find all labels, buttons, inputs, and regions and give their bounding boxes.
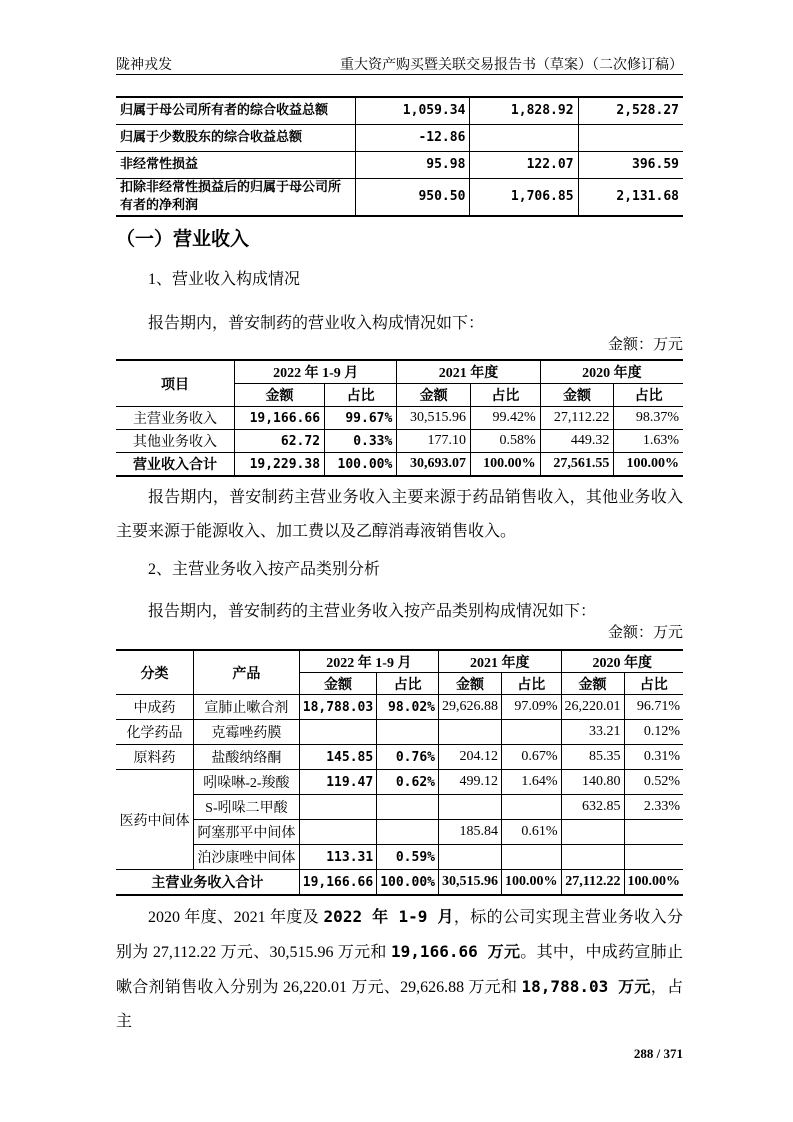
sub-header: 金额 [439, 673, 502, 695]
table-row [116, 745, 683, 770]
value-cell: 1,706.85 [470, 179, 578, 217]
value-cell: 449.32 [540, 430, 614, 453]
header-company: 陇神戎发 [116, 58, 172, 73]
value-cell: 97.09% [502, 695, 562, 720]
unit-label-1: 金额：万元 [607, 337, 683, 353]
value-cell: 396.59 [578, 152, 683, 179]
page-header [116, 52, 683, 75]
value-cell: 122.07 [470, 152, 578, 179]
period-header: 2021 年度 [397, 360, 540, 384]
value-cell: 1.63% [614, 430, 683, 453]
table-row [116, 430, 683, 453]
sub-header: 占比 [325, 384, 397, 407]
product-revenue-table [116, 649, 683, 896]
value-cell: 98.37% [614, 407, 683, 430]
value-cell: 100.00% [502, 870, 562, 896]
value-cell [377, 720, 439, 745]
value-cell: 185.84 [439, 820, 502, 845]
value-cell: 29,626.88 [439, 695, 502, 720]
table-row [116, 770, 683, 795]
table-row [116, 179, 683, 217]
value-cell: 145.85 [299, 745, 376, 770]
value-cell [299, 795, 376, 820]
value-cell: 19,229.38 [235, 453, 325, 477]
text-run: 19,166.66 万元 [391, 942, 521, 961]
value-cell: 100.00% [470, 453, 540, 477]
value-cell: 1,828.92 [470, 97, 578, 125]
text-run: ，占主 [116, 979, 683, 1030]
value-cell: 19,166.66 [299, 870, 376, 896]
value-cell: 100.00% [614, 453, 683, 477]
value-cell: 140.80 [561, 770, 624, 795]
value-cell [624, 845, 683, 870]
period-header: 2022 年 1-9 月 [235, 360, 397, 384]
value-cell: 0.76% [377, 745, 439, 770]
sub-header: 占比 [624, 673, 683, 695]
label-cell: 非经常性损益 [116, 152, 355, 179]
category-cell: 化学药品 [116, 720, 194, 745]
product-cell: 泊沙康唑中间体 [194, 845, 300, 870]
value-cell: 2.33% [624, 795, 683, 820]
value-cell: 113.31 [299, 845, 376, 870]
label-cell: 营业收入合计 [116, 453, 235, 477]
product-cell: 吲哚啉-2-羧酸 [194, 770, 300, 795]
value-cell: -12.86 [355, 125, 469, 152]
label-cell: 其他业务收入 [116, 430, 235, 453]
value-cell: 0.67% [502, 745, 562, 770]
value-cell: 95.98 [355, 152, 469, 179]
label-cell: 归属于母公司所有者的综合收益总额 [116, 97, 355, 125]
value-cell: 0.61% [502, 820, 562, 845]
value-cell: 30,515.96 [397, 407, 471, 430]
total-label: 主营业务收入合计 [116, 870, 299, 896]
header-doc-title: 重大资产购买暨关联交易报告书（草案）（二次修订稿） [340, 58, 683, 73]
value-cell: 632.85 [561, 795, 624, 820]
page-number: 288 / 371 [633, 1046, 683, 1061]
value-cell [439, 845, 502, 870]
sub-header: 金额 [235, 384, 325, 407]
table-row [116, 720, 683, 745]
value-cell: 27,112.22 [540, 407, 614, 430]
value-cell: 99.42% [470, 407, 540, 430]
value-cell: 18,788.03 [299, 695, 376, 720]
sub-header: 占比 [377, 673, 439, 695]
product-cell: 克霉唑药膜 [194, 720, 300, 745]
value-cell: 30,515.96 [439, 870, 502, 896]
table-row [116, 407, 683, 430]
product-cell: 宣肺止嗽合剂 [194, 695, 300, 720]
value-cell: 0.52% [624, 770, 683, 795]
value-cell [439, 720, 502, 745]
value-cell [470, 125, 578, 152]
value-cell: 0.59% [377, 845, 439, 870]
label-cell: 扣除非经常性损益后的归属于母公司所有者的净利润 [116, 179, 355, 217]
label-cell: 归属于少数股东的综合收益总额 [116, 125, 355, 152]
sub-header: 占比 [470, 384, 540, 407]
value-cell [578, 125, 683, 152]
paragraph-4 [116, 900, 683, 1039]
value-cell: 0.58% [470, 430, 540, 453]
page-body [116, 96, 683, 1063]
value-cell: 19,166.66 [235, 407, 325, 430]
table-row [116, 820, 683, 845]
value-cell: 1,059.34 [355, 97, 469, 125]
text-run: 18,788.03 万元 [521, 977, 651, 996]
value-cell [561, 845, 624, 870]
label-cell: 主营业务收入 [116, 407, 235, 430]
value-cell: 27,112.22 [561, 870, 624, 896]
value-cell [502, 845, 562, 870]
paragraph-3: 报告期内，普安制药的主营业务收入按产品类别构成情况如下： [148, 603, 597, 620]
column-header: 产品 [194, 650, 300, 695]
value-cell [439, 795, 502, 820]
sub-header: 金额 [540, 384, 614, 407]
value-cell [377, 820, 439, 845]
value-cell [561, 820, 624, 845]
table-row [116, 152, 683, 179]
value-cell: 119.47 [299, 770, 376, 795]
text-run: 2022 年 1-9 月 [323, 907, 454, 926]
value-cell: 0.12% [624, 720, 683, 745]
table-row [116, 97, 683, 125]
table-row [116, 453, 683, 477]
period-header: 2020 年度 [561, 650, 683, 673]
sub-header: 占比 [614, 384, 683, 407]
value-cell: 0.33% [325, 430, 397, 453]
value-cell: 85.35 [561, 745, 624, 770]
header-row [116, 360, 683, 384]
value-cell: 950.50 [355, 179, 469, 217]
value-cell [299, 820, 376, 845]
sub-header: 金额 [397, 384, 471, 407]
value-cell: 0.62% [377, 770, 439, 795]
value-cell: 0.31% [624, 745, 683, 770]
value-cell: 499.12 [439, 770, 502, 795]
value-cell: 30,693.07 [397, 453, 471, 477]
paragraph-2: 报告期内，普安制药主营业务收入主要来源于药品销售收入，其他业务收入主要来源于能源收入、加工费以及乙醇消毒液销售收入。 [116, 489, 683, 540]
section-title: （一）营业收入 [116, 228, 250, 250]
period-header: 2022 年 1-9 月 [299, 650, 438, 673]
category-cell: 原料药 [116, 745, 194, 770]
value-cell: 177.10 [397, 430, 471, 453]
value-cell [502, 795, 562, 820]
value-cell: 2,131.68 [578, 179, 683, 217]
value-cell: 33.21 [561, 720, 624, 745]
table-row [116, 125, 683, 152]
value-cell: 62.72 [235, 430, 325, 453]
value-cell: 27,561.55 [540, 453, 614, 477]
product-cell: 阿塞那平中间体 [194, 820, 300, 845]
column-header: 分类 [116, 650, 194, 695]
unit-label-2: 金额：万元 [607, 625, 683, 641]
subheading-2: 2、主营业务收入按产品类别分析 [148, 561, 381, 578]
value-cell: 204.12 [439, 745, 502, 770]
value-cell: 1.64% [502, 770, 562, 795]
income-summary-table [116, 96, 683, 217]
product-cell: S-吲哚二甲酸 [194, 795, 300, 820]
period-header: 2020 年度 [540, 360, 683, 384]
sub-header: 金额 [299, 673, 376, 695]
value-cell: 100.00% [325, 453, 397, 477]
value-cell [502, 720, 562, 745]
value-cell [624, 820, 683, 845]
value-cell: 98.02% [377, 695, 439, 720]
category-cell: 医药中间体 [116, 770, 194, 870]
sub-header: 金额 [561, 673, 624, 695]
text-run: 。其中，中成药宣肺止嗽合剂销售收入分别为 26,220.01 万元、29,626.88 万元和 [116, 944, 683, 996]
paragraph-1: 报告期内，普安制药的营业收入构成情况如下： [148, 315, 485, 332]
value-cell [377, 795, 439, 820]
text-run: ，标的公司实现主营业务收入分别为 27,112.22 万元、30,515.96 万元和 [116, 909, 683, 961]
value-cell: 96.71% [624, 695, 683, 720]
table-row [116, 695, 683, 720]
revenue-composition-table [116, 359, 683, 477]
table-row [116, 845, 683, 870]
value-cell: 2,528.27 [578, 97, 683, 125]
value-cell: 100.00% [377, 870, 439, 896]
sub-header: 占比 [502, 673, 562, 695]
total-row [116, 870, 683, 896]
period-header: 2021 年度 [439, 650, 562, 673]
table-row [116, 795, 683, 820]
value-cell: 100.00% [624, 870, 683, 896]
category-cell: 中成药 [116, 695, 194, 720]
product-cell: 盐酸纳络酮 [194, 745, 300, 770]
column-header: 项目 [116, 360, 235, 407]
header-row [116, 650, 683, 673]
value-cell [299, 720, 376, 745]
value-cell: 99.67% [325, 407, 397, 430]
text-run: 2020 年度、2021 年度及 [148, 909, 324, 926]
subheading-1: 1、营业收入构成情况 [148, 271, 301, 288]
value-cell: 26,220.01 [561, 695, 624, 720]
